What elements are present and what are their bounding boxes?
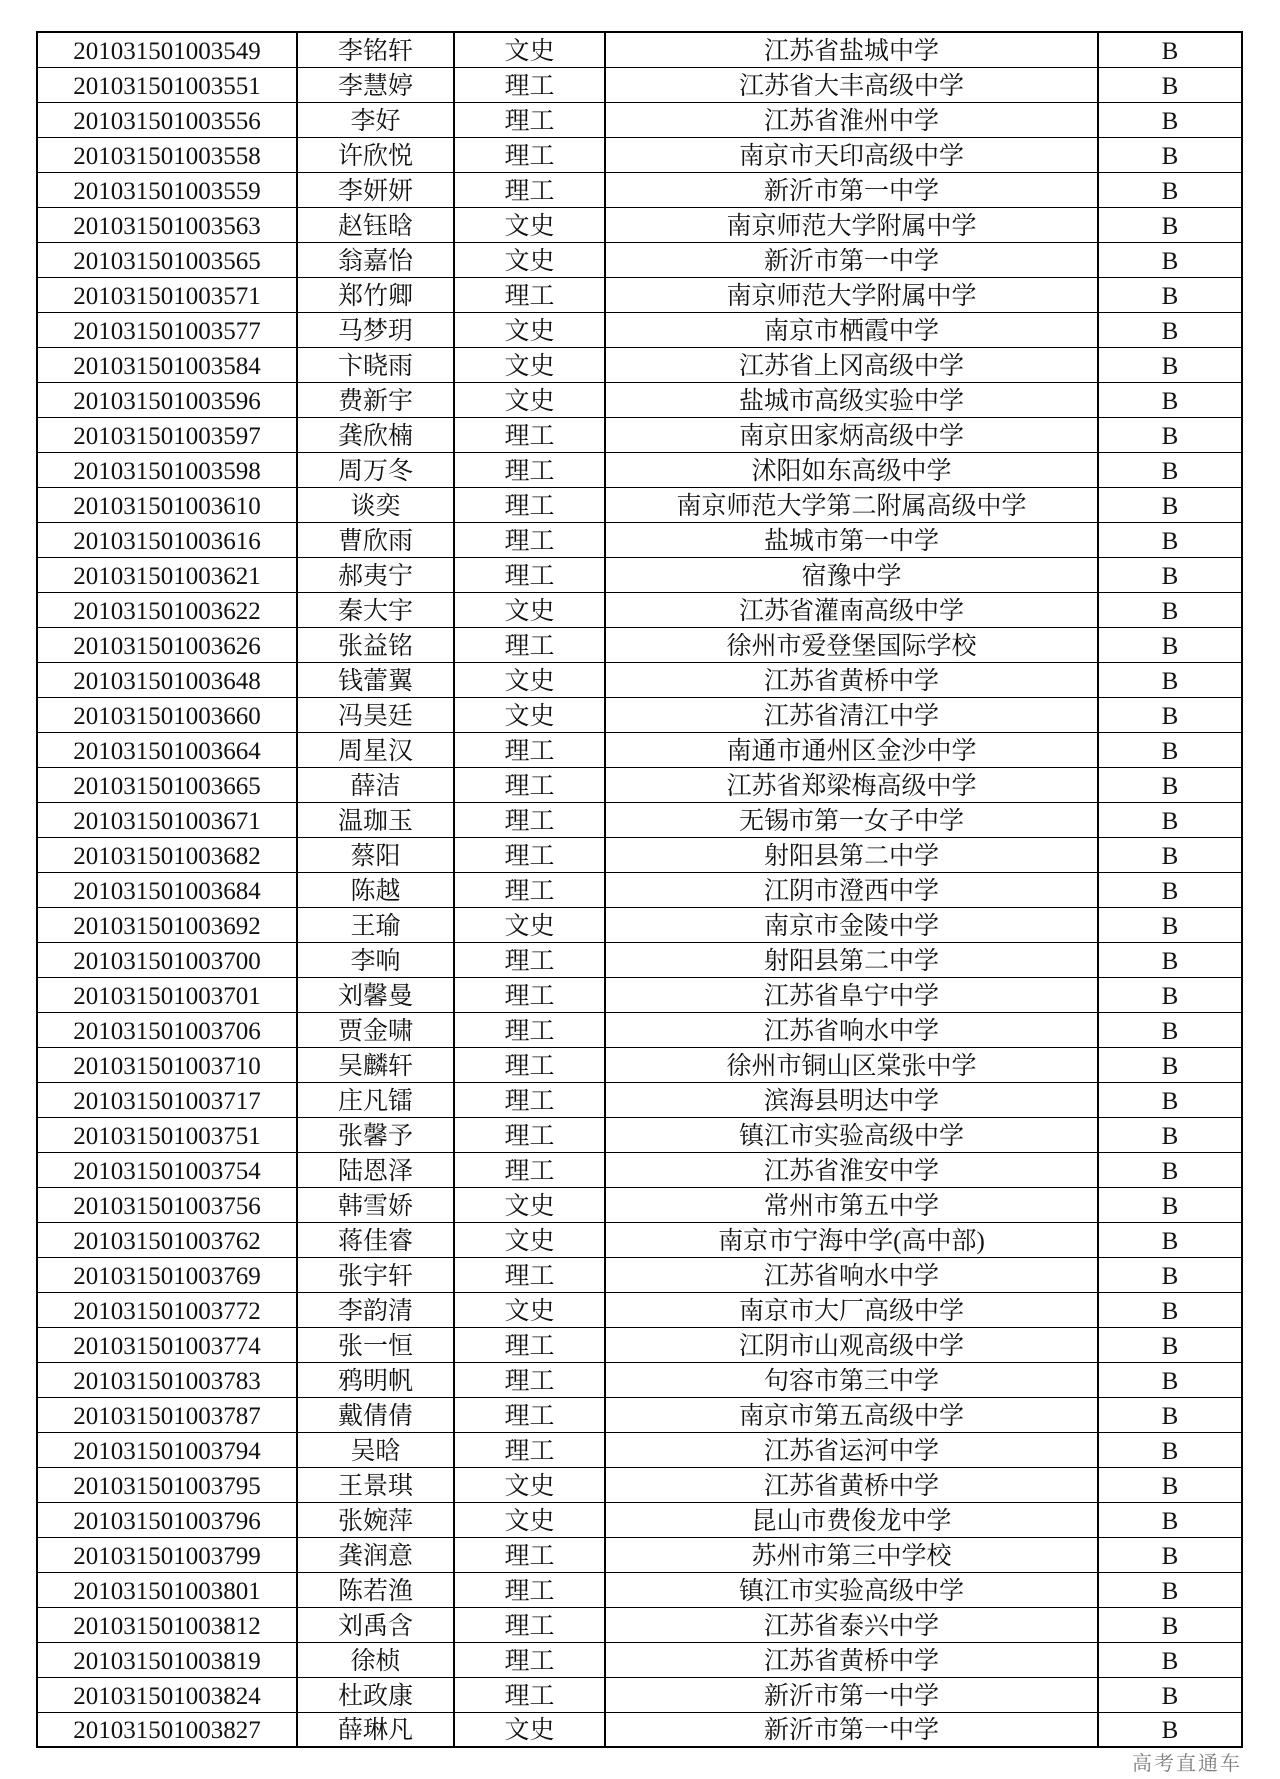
grade-cell: B — [1098, 1257, 1242, 1292]
admission-number-cell: 201031501003801 — [37, 1572, 297, 1607]
track-cell: 文史 — [454, 1222, 605, 1257]
track-cell: 文史 — [454, 697, 605, 732]
school-cell: 沭阳如东高级中学 — [605, 452, 1098, 487]
student-name-cell: 张益铭 — [297, 627, 454, 662]
track-cell: 理工 — [454, 137, 605, 172]
school-cell: 江苏省黄桥中学 — [605, 662, 1098, 697]
grade-cell: B — [1098, 1187, 1242, 1222]
track-cell: 理工 — [454, 277, 605, 312]
grade-cell: B — [1098, 1362, 1242, 1397]
admission-number-cell: 201031501003571 — [37, 277, 297, 312]
student-name-cell: 秦大宇 — [297, 592, 454, 627]
table-row — [37, 1572, 1242, 1607]
school-cell: 镇江市实验高级中学 — [605, 1117, 1098, 1152]
table-row — [37, 1047, 1242, 1082]
school-cell: 江苏省清江中学 — [605, 697, 1098, 732]
track-cell: 理工 — [454, 1572, 605, 1607]
grade-cell: B — [1098, 1642, 1242, 1677]
grade-cell: B — [1098, 977, 1242, 1012]
student-name-cell: 李响 — [297, 942, 454, 977]
table-row — [37, 942, 1242, 977]
grade-cell: B — [1098, 1152, 1242, 1187]
admission-number-cell: 201031501003717 — [37, 1082, 297, 1117]
track-cell: 文史 — [454, 662, 605, 697]
table-row — [37, 627, 1242, 662]
admission-number-cell: 201031501003577 — [37, 312, 297, 347]
grade-cell: B — [1098, 872, 1242, 907]
student-name-cell: 周万冬 — [297, 452, 454, 487]
grade-cell: B — [1098, 907, 1242, 942]
grade-cell: B — [1098, 1677, 1242, 1712]
student-name-cell: 陈越 — [297, 872, 454, 907]
admission-number-cell: 201031501003762 — [37, 1222, 297, 1257]
admission-number-cell: 201031501003559 — [37, 172, 297, 207]
school-cell: 射阳县第二中学 — [605, 942, 1098, 977]
table-row — [37, 1327, 1242, 1362]
grade-cell: B — [1098, 137, 1242, 172]
track-cell: 理工 — [454, 1397, 605, 1432]
student-name-cell: 周星汉 — [297, 732, 454, 767]
grade-cell: B — [1098, 1012, 1242, 1047]
admission-number-cell: 201031501003665 — [37, 767, 297, 802]
table-row — [37, 837, 1242, 872]
student-name-cell: 温珈玉 — [297, 802, 454, 837]
school-cell: 南京市大厂高级中学 — [605, 1292, 1098, 1327]
student-name-cell: 刘禹含 — [297, 1607, 454, 1642]
admission-number-cell: 201031501003812 — [37, 1607, 297, 1642]
student-name-cell: 陆恩泽 — [297, 1152, 454, 1187]
school-cell: 镇江市实验高级中学 — [605, 1572, 1098, 1607]
school-cell: 射阳县第二中学 — [605, 837, 1098, 872]
grade-cell: B — [1098, 67, 1242, 102]
admission-number-cell: 201031501003556 — [37, 102, 297, 137]
admission-number-cell: 201031501003565 — [37, 242, 297, 277]
grade-cell: B — [1098, 1047, 1242, 1082]
school-cell: 滨海县明达中学 — [605, 1082, 1098, 1117]
table-row — [37, 1642, 1242, 1677]
grade-cell: B — [1098, 207, 1242, 242]
admission-number-cell: 201031501003827 — [37, 1712, 297, 1747]
table-row — [37, 312, 1242, 347]
admission-number-cell: 201031501003671 — [37, 802, 297, 837]
track-cell: 理工 — [454, 1152, 605, 1187]
track-cell: 文史 — [454, 1187, 605, 1222]
student-name-cell: 贾金啸 — [297, 1012, 454, 1047]
admission-number-cell: 201031501003710 — [37, 1047, 297, 1082]
grade-cell: B — [1098, 662, 1242, 697]
watermark-text: 高考直通车 — [1132, 1751, 1242, 1775]
school-cell: 徐州市铜山区棠张中学 — [605, 1047, 1098, 1082]
track-cell: 文史 — [454, 207, 605, 242]
table-row — [37, 1362, 1242, 1397]
grade-cell: B — [1098, 1432, 1242, 1467]
table-row — [37, 417, 1242, 452]
admission-number-cell: 201031501003701 — [37, 977, 297, 1012]
school-cell: 南通市通州区金沙中学 — [605, 732, 1098, 767]
student-name-cell: 蒋佳睿 — [297, 1222, 454, 1257]
table-row — [37, 767, 1242, 802]
grade-cell: B — [1098, 767, 1242, 802]
track-cell: 理工 — [454, 1047, 605, 1082]
admission-number-cell: 201031501003597 — [37, 417, 297, 452]
grade-cell: B — [1098, 242, 1242, 277]
grade-cell: B — [1098, 452, 1242, 487]
track-cell: 理工 — [454, 872, 605, 907]
track-cell: 理工 — [454, 487, 605, 522]
track-cell: 理工 — [454, 557, 605, 592]
grade-cell: B — [1098, 417, 1242, 452]
school-cell: 江苏省上冈高级中学 — [605, 347, 1098, 382]
school-cell: 江苏省淮安中学 — [605, 1152, 1098, 1187]
grade-cell: B — [1098, 172, 1242, 207]
student-name-cell: 郑竹卿 — [297, 277, 454, 312]
grade-cell: B — [1098, 732, 1242, 767]
student-name-cell: 吴麟轩 — [297, 1047, 454, 1082]
track-cell: 理工 — [454, 942, 605, 977]
admission-number-cell: 201031501003819 — [37, 1642, 297, 1677]
school-cell: 新沂市第一中学 — [605, 172, 1098, 207]
admission-number-cell: 201031501003563 — [37, 207, 297, 242]
track-cell: 理工 — [454, 627, 605, 662]
results-table-body — [37, 32, 1242, 1747]
student-name-cell: 李慧婷 — [297, 67, 454, 102]
admission-number-cell: 201031501003824 — [37, 1677, 297, 1712]
student-name-cell: 李铭轩 — [297, 32, 454, 67]
grade-cell: B — [1098, 697, 1242, 732]
table-row — [37, 32, 1242, 67]
student-name-cell: 李好 — [297, 102, 454, 137]
school-cell: 江苏省泰兴中学 — [605, 1607, 1098, 1642]
school-cell: 江苏省淮州中学 — [605, 102, 1098, 137]
track-cell: 理工 — [454, 102, 605, 137]
student-name-cell: 卞晓雨 — [297, 347, 454, 382]
table-row — [37, 732, 1242, 767]
admission-number-cell: 201031501003622 — [37, 592, 297, 627]
student-name-cell: 王景琪 — [297, 1467, 454, 1502]
grade-cell: B — [1098, 1397, 1242, 1432]
track-cell: 理工 — [454, 172, 605, 207]
grade-cell: B — [1098, 1537, 1242, 1572]
track-cell: 理工 — [454, 417, 605, 452]
school-cell: 南京市宁海中学(高中部) — [605, 1222, 1098, 1257]
grade-cell: B — [1098, 487, 1242, 522]
school-cell: 江苏省盐城中学 — [605, 32, 1098, 67]
admission-number-cell: 201031501003692 — [37, 907, 297, 942]
table-row — [37, 1607, 1242, 1642]
table-row — [37, 557, 1242, 592]
student-name-cell: 郝夷宁 — [297, 557, 454, 592]
table-row — [37, 487, 1242, 522]
grade-cell: B — [1098, 627, 1242, 662]
student-name-cell: 冯昊廷 — [297, 697, 454, 732]
table-row — [37, 137, 1242, 172]
school-cell: 江苏省运河中学 — [605, 1432, 1098, 1467]
admission-number-cell: 201031501003626 — [37, 627, 297, 662]
grade-cell: B — [1098, 312, 1242, 347]
student-name-cell: 钱蕾翼 — [297, 662, 454, 697]
student-name-cell: 张婉萍 — [297, 1502, 454, 1537]
school-cell: 苏州市第三中学校 — [605, 1537, 1098, 1572]
student-name-cell: 刘馨曼 — [297, 977, 454, 1012]
student-name-cell: 吴晗 — [297, 1432, 454, 1467]
school-cell: 江苏省郑梁梅高级中学 — [605, 767, 1098, 802]
grade-cell: B — [1098, 32, 1242, 67]
school-cell: 南京田家炳高级中学 — [605, 417, 1098, 452]
school-cell: 常州市第五中学 — [605, 1187, 1098, 1222]
admission-number-cell: 201031501003756 — [37, 1187, 297, 1222]
track-cell: 文史 — [454, 1467, 605, 1502]
table-row — [37, 102, 1242, 137]
table-row — [37, 207, 1242, 242]
table-row — [37, 662, 1242, 697]
track-cell: 理工 — [454, 1257, 605, 1292]
admission-number-cell: 201031501003794 — [37, 1432, 297, 1467]
school-cell: 南京师范大学第二附属高级中学 — [605, 487, 1098, 522]
admission-number-cell: 201031501003769 — [37, 1257, 297, 1292]
track-cell: 理工 — [454, 1117, 605, 1152]
student-name-cell: 薛洁 — [297, 767, 454, 802]
admission-number-cell: 201031501003664 — [37, 732, 297, 767]
grade-cell: B — [1098, 347, 1242, 382]
student-name-cell: 蔡阳 — [297, 837, 454, 872]
admission-number-cell: 201031501003621 — [37, 557, 297, 592]
track-cell: 文史 — [454, 1502, 605, 1537]
table-row — [37, 1537, 1242, 1572]
grade-cell: B — [1098, 1572, 1242, 1607]
student-name-cell: 张馨予 — [297, 1117, 454, 1152]
school-cell: 江苏省响水中学 — [605, 1257, 1098, 1292]
track-cell: 理工 — [454, 452, 605, 487]
grade-cell: B — [1098, 277, 1242, 312]
table-row — [37, 242, 1242, 277]
admission-number-cell: 201031501003610 — [37, 487, 297, 522]
grade-cell: B — [1098, 802, 1242, 837]
admission-number-cell: 201031501003751 — [37, 1117, 297, 1152]
track-cell: 理工 — [454, 67, 605, 102]
grade-cell: B — [1098, 557, 1242, 592]
table-row — [37, 1117, 1242, 1152]
track-cell: 理工 — [454, 1677, 605, 1712]
table-row — [37, 802, 1242, 837]
track-cell: 文史 — [454, 242, 605, 277]
admission-number-cell: 201031501003551 — [37, 67, 297, 102]
table-row — [37, 1677, 1242, 1712]
table-row — [37, 1152, 1242, 1187]
track-cell: 理工 — [454, 802, 605, 837]
table-row — [37, 522, 1242, 557]
track-cell: 理工 — [454, 1432, 605, 1467]
table-row — [37, 1467, 1242, 1502]
school-cell: 新沂市第一中学 — [605, 1677, 1098, 1712]
school-cell: 南京师范大学附属中学 — [605, 207, 1098, 242]
admission-number-cell: 201031501003684 — [37, 872, 297, 907]
grade-cell: B — [1098, 942, 1242, 977]
track-cell: 文史 — [454, 907, 605, 942]
student-name-cell: 陈若渔 — [297, 1572, 454, 1607]
student-name-cell: 马梦玥 — [297, 312, 454, 347]
school-cell: 江苏省黄桥中学 — [605, 1467, 1098, 1502]
admission-number-cell: 201031501003795 — [37, 1467, 297, 1502]
grade-cell: B — [1098, 1082, 1242, 1117]
grade-cell: B — [1098, 522, 1242, 557]
track-cell: 文史 — [454, 347, 605, 382]
table-row — [37, 907, 1242, 942]
student-name-cell: 鸦明帆 — [297, 1362, 454, 1397]
school-cell: 盐城市第一中学 — [605, 522, 1098, 557]
admission-number-cell: 201031501003584 — [37, 347, 297, 382]
table-row — [37, 172, 1242, 207]
school-cell: 新沂市第一中学 — [605, 1712, 1098, 1747]
student-name-cell: 谈奕 — [297, 487, 454, 522]
school-cell: 句容市第三中学 — [605, 1362, 1098, 1397]
grade-cell: B — [1098, 382, 1242, 417]
table-row — [37, 872, 1242, 907]
track-cell: 理工 — [454, 522, 605, 557]
school-cell: 宿豫中学 — [605, 557, 1098, 592]
admission-number-cell: 201031501003616 — [37, 522, 297, 557]
school-cell: 无锡市第一女子中学 — [605, 802, 1098, 837]
admission-number-cell: 201031501003660 — [37, 697, 297, 732]
school-cell: 江苏省响水中学 — [605, 1012, 1098, 1047]
student-name-cell: 费新宇 — [297, 382, 454, 417]
grade-cell: B — [1098, 1327, 1242, 1362]
table-row — [37, 1012, 1242, 1047]
table-row — [37, 452, 1242, 487]
track-cell: 理工 — [454, 1362, 605, 1397]
student-name-cell: 韩雪娇 — [297, 1187, 454, 1222]
admission-number-cell: 201031501003787 — [37, 1397, 297, 1432]
track-cell: 理工 — [454, 1012, 605, 1047]
table-row — [37, 592, 1242, 627]
school-cell: 盐城市高级实验中学 — [605, 382, 1098, 417]
student-name-cell: 许欣悦 — [297, 137, 454, 172]
table-row — [37, 1187, 1242, 1222]
admission-number-cell: 201031501003754 — [37, 1152, 297, 1187]
admission-number-cell: 201031501003774 — [37, 1327, 297, 1362]
school-cell: 南京市栖霞中学 — [605, 312, 1098, 347]
school-cell: 江阴市山观高级中学 — [605, 1327, 1098, 1362]
table-row — [37, 67, 1242, 102]
student-name-cell: 龚润意 — [297, 1537, 454, 1572]
grade-cell: B — [1098, 1712, 1242, 1747]
student-name-cell: 李韵清 — [297, 1292, 454, 1327]
school-cell: 江苏省黄桥中学 — [605, 1642, 1098, 1677]
student-name-cell: 赵钰晗 — [297, 207, 454, 242]
admission-number-cell: 201031501003682 — [37, 837, 297, 872]
track-cell: 理工 — [454, 732, 605, 767]
track-cell: 理工 — [454, 1537, 605, 1572]
admission-number-cell: 201031501003598 — [37, 452, 297, 487]
school-cell: 昆山市费俊龙中学 — [605, 1502, 1098, 1537]
student-name-cell: 庄凡镭 — [297, 1082, 454, 1117]
table-row — [37, 1222, 1242, 1257]
table-row — [37, 1432, 1242, 1467]
student-name-cell: 李妍妍 — [297, 172, 454, 207]
grade-cell: B — [1098, 1467, 1242, 1502]
student-name-cell: 曹欣雨 — [297, 522, 454, 557]
table-row — [37, 1292, 1242, 1327]
school-cell: 南京市金陵中学 — [605, 907, 1098, 942]
admission-number-cell: 201031501003596 — [37, 382, 297, 417]
student-name-cell: 翁嘉怡 — [297, 242, 454, 277]
school-cell: 江阴市澄西中学 — [605, 872, 1098, 907]
student-name-cell: 张一恒 — [297, 1327, 454, 1362]
track-cell: 文史 — [454, 592, 605, 627]
grade-cell: B — [1098, 837, 1242, 872]
student-name-cell: 杜政康 — [297, 1677, 454, 1712]
table-row — [37, 1502, 1242, 1537]
admission-number-cell: 201031501003706 — [37, 1012, 297, 1047]
school-cell: 南京市第五高级中学 — [605, 1397, 1098, 1432]
table-row — [37, 977, 1242, 1012]
grade-cell: B — [1098, 1292, 1242, 1327]
table-row — [37, 1712, 1242, 1747]
track-cell: 文史 — [454, 312, 605, 347]
student-name-cell: 薛琳凡 — [297, 1712, 454, 1747]
admission-number-cell: 201031501003772 — [37, 1292, 297, 1327]
track-cell: 文史 — [454, 382, 605, 417]
student-name-cell: 张宇轩 — [297, 1257, 454, 1292]
table-row — [37, 1082, 1242, 1117]
student-name-cell: 徐桢 — [297, 1642, 454, 1677]
school-cell: 江苏省大丰高级中学 — [605, 67, 1098, 102]
track-cell: 文史 — [454, 1292, 605, 1327]
school-cell: 徐州市爱登堡国际学校 — [605, 627, 1098, 662]
admission-number-cell: 201031501003700 — [37, 942, 297, 977]
track-cell: 理工 — [454, 837, 605, 872]
track-cell: 文史 — [454, 32, 605, 67]
student-name-cell: 戴倩倩 — [297, 1397, 454, 1432]
results-table — [36, 31, 1243, 1748]
table-row — [37, 347, 1242, 382]
track-cell: 理工 — [454, 1607, 605, 1642]
school-cell: 南京市天印高级中学 — [605, 137, 1098, 172]
student-name-cell: 龚欣楠 — [297, 417, 454, 452]
track-cell: 理工 — [454, 767, 605, 802]
grade-cell: B — [1098, 1117, 1242, 1152]
grade-cell: B — [1098, 592, 1242, 627]
admission-number-cell: 201031501003549 — [37, 32, 297, 67]
track-cell: 理工 — [454, 1327, 605, 1362]
school-cell: 新沂市第一中学 — [605, 242, 1098, 277]
school-cell: 江苏省阜宁中学 — [605, 977, 1098, 1012]
table-row — [37, 382, 1242, 417]
grade-cell: B — [1098, 1607, 1242, 1642]
admission-number-cell: 201031501003799 — [37, 1537, 297, 1572]
track-cell: 理工 — [454, 1082, 605, 1117]
admission-number-cell: 201031501003796 — [37, 1502, 297, 1537]
school-cell: 南京师范大学附属中学 — [605, 277, 1098, 312]
admission-number-cell: 201031501003558 — [37, 137, 297, 172]
grade-cell: B — [1098, 102, 1242, 137]
school-cell: 江苏省灌南高级中学 — [605, 592, 1098, 627]
track-cell: 文史 — [454, 1712, 605, 1747]
admission-number-cell: 201031501003648 — [37, 662, 297, 697]
track-cell: 理工 — [454, 1642, 605, 1677]
table-row — [37, 277, 1242, 312]
admission-number-cell: 201031501003783 — [37, 1362, 297, 1397]
table-row — [37, 1397, 1242, 1432]
grade-cell: B — [1098, 1222, 1242, 1257]
track-cell: 理工 — [454, 977, 605, 1012]
grade-cell: B — [1098, 1502, 1242, 1537]
document-page — [36, 31, 1241, 1748]
table-row — [37, 697, 1242, 732]
student-name-cell: 王瑜 — [297, 907, 454, 942]
table-row — [37, 1257, 1242, 1292]
